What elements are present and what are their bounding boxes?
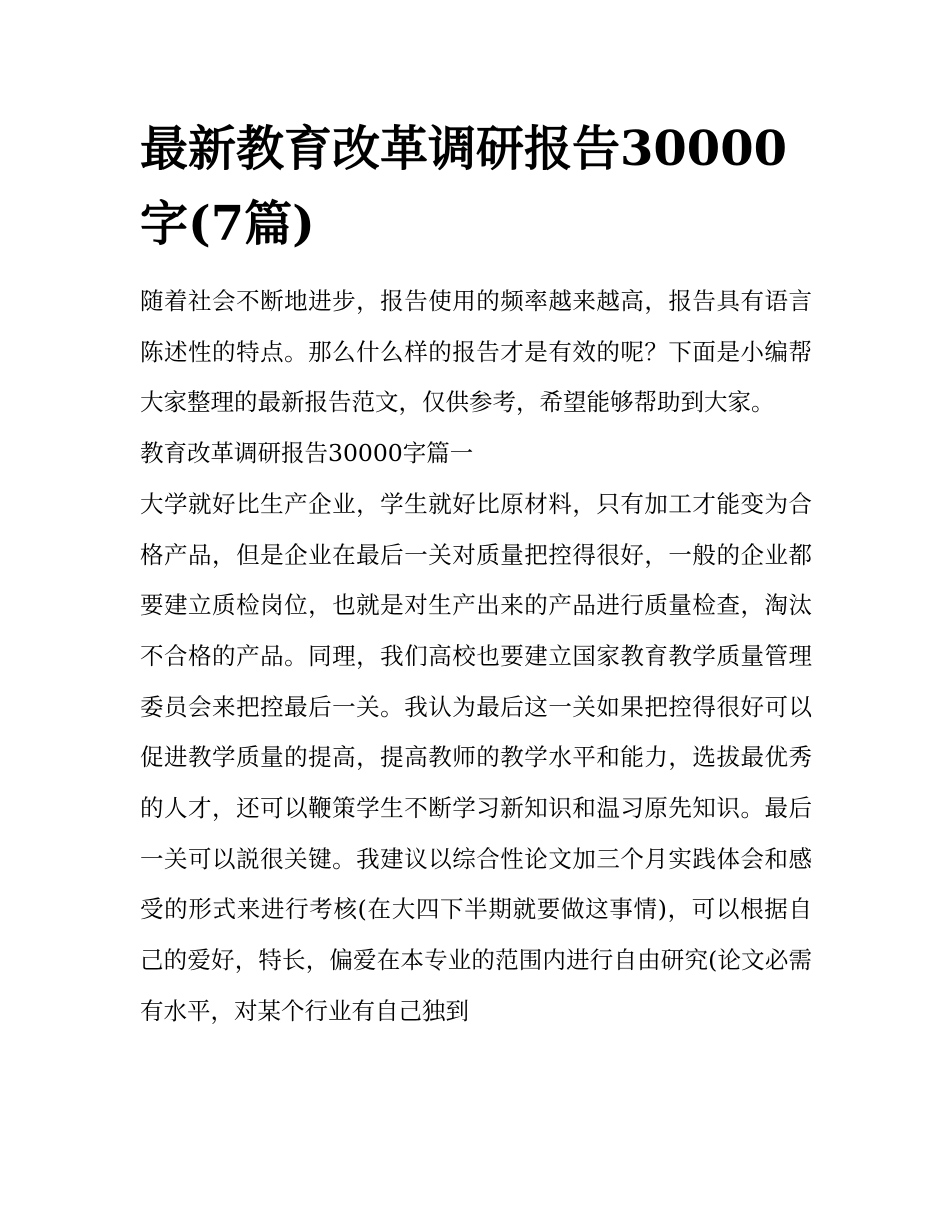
- document-body: [140, 276, 812, 1037]
- section-heading: 教育改革调研报告30000字篇一: [140, 439, 474, 468]
- document-title: 最新教育改革调研报告30000字(7篇): [140, 121, 787, 252]
- intro-paragraph: 随着社会不断地进步，报告使用的频率越来越高，报告具有语言陈述性的特点。那么什么样的报告才是有效的呢？下面是小编帮大家整理的最新报告范文，仅供参考，希望能够帮助到大家。: [140, 287, 812, 417]
- section-paragraph: 大学就好比生产企业，学生就好比原材料，只有加工才能变为合格产品，但是企业在最后一关对质量把控得很好，一般的企业都要建立质检岗位，也就是对生产出来的产品进行质量检查，淘汰不合格的产品。同理，我们高校也要建立国家教育教学质量管理委员会来把控最后一关。我认为最后这一关如果把控得很好可以促进教学质量的提高，提高教师的教学水平和能力，选拔最优秀的人才，还可以鞭策学生不断学习新知识和温习原先知识。最后一关可以説很关键。我建议以综合性论文加三个月实践体会和感受的形式来进行考核(在大四下半期就要做这事情)，可以根据自己的爱好，特长，偏爱在本专业的范围内进行自由研究(论文必需有水平，对某个行业有自己独到: [140, 489, 812, 1025]
